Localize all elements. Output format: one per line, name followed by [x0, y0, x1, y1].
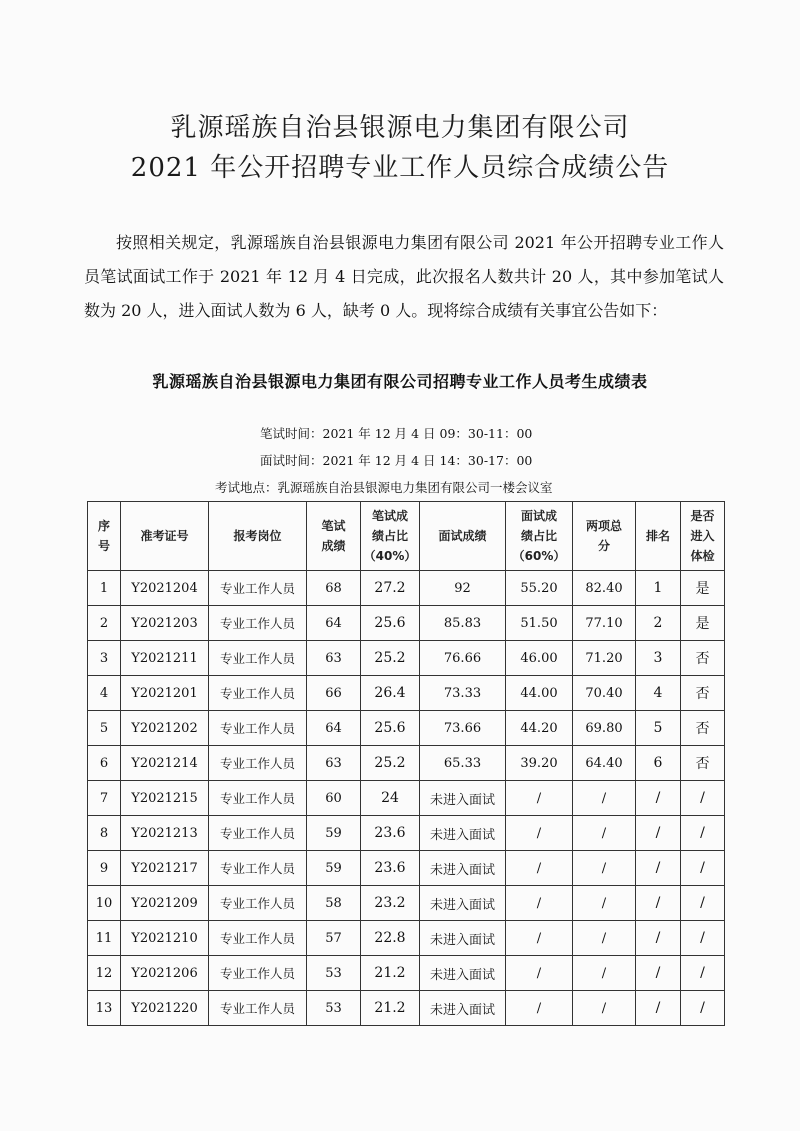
- cell-exam-id: Y2021214: [121, 746, 209, 781]
- cell-written-score: 64: [307, 606, 361, 641]
- cell-rank: /: [636, 781, 681, 816]
- cell-written-score: 68: [307, 571, 361, 606]
- table-body: [88, 571, 725, 1026]
- cell-index: 4: [88, 676, 121, 711]
- table-title: 乳源瑶族自治县银源电力集团有限公司招聘专业工作人员考生成绩表: [152, 372, 648, 391]
- cell-position: 专业工作人员: [209, 746, 307, 781]
- cell-written-score: 63: [307, 641, 361, 676]
- cell-position: 专业工作人员: [209, 676, 307, 711]
- cell-rank: 3: [636, 641, 681, 676]
- cell-written-score: 57: [307, 921, 361, 956]
- score-table: [87, 501, 725, 1026]
- column-header-line: 是否: [690, 509, 715, 523]
- cell-written-weighted: 23.2: [361, 886, 420, 921]
- column-header-line: 面试成绩: [438, 529, 487, 543]
- column-header: [307, 502, 361, 571]
- table-row: [88, 816, 725, 851]
- cell-index: 12: [88, 956, 121, 991]
- column-header: [506, 502, 573, 571]
- column-header-line: 笔试: [321, 519, 346, 533]
- table-row: [88, 641, 725, 676]
- cell-position: 专业工作人员: [209, 571, 307, 606]
- cell-physical-exam: 否: [681, 676, 725, 711]
- column-header-line: 成绩: [321, 539, 346, 553]
- cell-interview-score: 未进入面试: [420, 781, 506, 816]
- cell-interview-weighted: /: [506, 851, 573, 886]
- cell-physical-exam: 是: [681, 606, 725, 641]
- cell-interview-score: 未进入面试: [420, 816, 506, 851]
- table-row: [88, 746, 725, 781]
- cell-written-score: 66: [307, 676, 361, 711]
- cell-interview-weighted: 44.20: [506, 711, 573, 746]
- column-header-line: 绩占比: [371, 529, 408, 543]
- cell-rank: 6: [636, 746, 681, 781]
- column-header: [88, 502, 121, 571]
- interview-time: 面试时间：2021 年 12 月 4 日 14：30-17：00: [260, 453, 533, 468]
- cell-index: 7: [88, 781, 121, 816]
- cell-interview-score: 92: [420, 571, 506, 606]
- table-row: [88, 711, 725, 746]
- cell-total-score: /: [573, 886, 636, 921]
- cell-index: 9: [88, 851, 121, 886]
- page-subtitle: 2021 年公开招聘专业工作人员综合成绩公告: [130, 153, 670, 183]
- column-header-line: 分: [597, 539, 610, 553]
- cell-written-weighted: 26.4: [361, 676, 420, 711]
- cell-index: 8: [88, 816, 121, 851]
- cell-index: 13: [88, 991, 121, 1026]
- cell-index: 5: [88, 711, 121, 746]
- cell-rank: 5: [636, 711, 681, 746]
- cell-rank: /: [636, 991, 681, 1026]
- cell-written-weighted: 27.2: [361, 571, 420, 606]
- column-header-line: 准考证号: [140, 529, 189, 543]
- cell-interview-score: 未进入面试: [420, 921, 506, 956]
- cell-total-score: 70.40: [573, 676, 636, 711]
- cell-interview-score: 未进入面试: [420, 991, 506, 1026]
- cell-position: 专业工作人员: [209, 886, 307, 921]
- cell-physical-exam: 是: [681, 571, 725, 606]
- cell-rank: 2: [636, 606, 681, 641]
- cell-interview-score: 未进入面试: [420, 886, 506, 921]
- table-row: [88, 781, 725, 816]
- cell-interview-weighted: 55.20: [506, 571, 573, 606]
- column-header-line: 号: [97, 539, 110, 553]
- cell-interview-weighted: 51.50: [506, 606, 573, 641]
- cell-exam-id: Y2021201: [121, 676, 209, 711]
- column-header: [681, 502, 725, 571]
- cell-rank: /: [636, 886, 681, 921]
- cell-position: 专业工作人员: [209, 851, 307, 886]
- cell-rank: /: [636, 921, 681, 956]
- written-exam-time: 笔试时间：2021 年 12 月 4 日 09：30-11：00: [260, 426, 533, 441]
- cell-total-score: /: [573, 921, 636, 956]
- cell-index: 3: [88, 641, 121, 676]
- cell-physical-exam: /: [681, 921, 725, 956]
- cell-written-score: 60: [307, 781, 361, 816]
- column-header-line: 两项总: [585, 519, 622, 533]
- cell-physical-exam: /: [681, 781, 725, 816]
- cell-written-score: 64: [307, 711, 361, 746]
- table-row: [88, 851, 725, 886]
- cell-interview-score: 85.83: [420, 606, 506, 641]
- cell-written-weighted: 24: [361, 781, 420, 816]
- cell-total-score: 77.10: [573, 606, 636, 641]
- exam-location: 考试地点：乳源瑶族自治县银源电力集团有限公司一楼会议室: [215, 480, 553, 495]
- cell-exam-id: Y2021209: [121, 886, 209, 921]
- cell-interview-weighted: 46.00: [506, 641, 573, 676]
- column-header: [420, 502, 506, 571]
- cell-physical-exam: /: [681, 956, 725, 991]
- cell-interview-weighted: /: [506, 886, 573, 921]
- cell-index: 2: [88, 606, 121, 641]
- column-header: [209, 502, 307, 571]
- column-header-line: 绩占比: [520, 529, 557, 543]
- cell-position: 专业工作人员: [209, 991, 307, 1026]
- column-header-line: 序: [97, 519, 110, 533]
- cell-physical-exam: 否: [681, 746, 725, 781]
- cell-written-score: 53: [307, 956, 361, 991]
- column-header-line: 排名: [645, 529, 670, 543]
- cell-physical-exam: 否: [681, 641, 725, 676]
- cell-written-weighted: 21.2: [361, 991, 420, 1026]
- column-header: [636, 502, 681, 571]
- cell-written-weighted: 22.8: [361, 921, 420, 956]
- cell-interview-weighted: /: [506, 816, 573, 851]
- column-header: [573, 502, 636, 571]
- cell-physical-exam: /: [681, 851, 725, 886]
- column-header-line: （60%）: [512, 549, 566, 563]
- cell-total-score: /: [573, 851, 636, 886]
- table-row: [88, 956, 725, 991]
- cell-position: 专业工作人员: [209, 641, 307, 676]
- cell-exam-id: Y2021217: [121, 851, 209, 886]
- cell-written-weighted: 25.2: [361, 641, 420, 676]
- cell-interview-score: 76.66: [420, 641, 506, 676]
- cell-total-score: /: [573, 816, 636, 851]
- column-header-line: 体检: [690, 549, 715, 563]
- table-row: [88, 921, 725, 956]
- cell-interview-weighted: /: [506, 921, 573, 956]
- cell-exam-id: Y2021211: [121, 641, 209, 676]
- table-row: [88, 676, 725, 711]
- cell-exam-id: Y2021202: [121, 711, 209, 746]
- cell-total-score: 71.20: [573, 641, 636, 676]
- cell-written-weighted: 25.6: [361, 606, 420, 641]
- cell-physical-exam: /: [681, 816, 725, 851]
- cell-physical-exam: 否: [681, 711, 725, 746]
- cell-index: 11: [88, 921, 121, 956]
- cell-total-score: /: [573, 781, 636, 816]
- cell-interview-score: 73.33: [420, 676, 506, 711]
- table-row: [88, 606, 725, 641]
- cell-total-score: 64.40: [573, 746, 636, 781]
- cell-interview-weighted: /: [506, 956, 573, 991]
- cell-physical-exam: /: [681, 886, 725, 921]
- cell-interview-weighted: 39.20: [506, 746, 573, 781]
- cell-written-weighted: 25.6: [361, 711, 420, 746]
- table-row: [88, 571, 725, 606]
- cell-written-score: 58: [307, 886, 361, 921]
- cell-exam-id: Y2021213: [121, 816, 209, 851]
- cell-index: 6: [88, 746, 121, 781]
- cell-physical-exam: /: [681, 991, 725, 1026]
- column-header-line: 进入: [690, 529, 715, 543]
- cell-interview-score: 未进入面试: [420, 956, 506, 991]
- cell-total-score: 82.40: [573, 571, 636, 606]
- cell-written-score: 59: [307, 816, 361, 851]
- cell-exam-id: Y2021220: [121, 991, 209, 1026]
- page-title: 乳源瑶族自治县银源电力集团有限公司: [170, 113, 630, 143]
- cell-written-score: 53: [307, 991, 361, 1026]
- cell-rank: /: [636, 956, 681, 991]
- cell-interview-score: 65.33: [420, 746, 506, 781]
- cell-exam-id: Y2021204: [121, 571, 209, 606]
- cell-position: 专业工作人员: [209, 711, 307, 746]
- column-header-line: 笔试成: [371, 509, 408, 523]
- cell-interview-weighted: /: [506, 781, 573, 816]
- cell-total-score: /: [573, 991, 636, 1026]
- cell-position: 专业工作人员: [209, 816, 307, 851]
- cell-written-weighted: 25.2: [361, 746, 420, 781]
- table-row: [88, 886, 725, 921]
- cell-exam-id: Y2021206: [121, 956, 209, 991]
- cell-interview-weighted: /: [506, 991, 573, 1026]
- table-header-row: [88, 502, 725, 571]
- cell-rank: 1: [636, 571, 681, 606]
- cell-exam-id: Y2021215: [121, 781, 209, 816]
- cell-exam-id: Y2021203: [121, 606, 209, 641]
- cell-rank: /: [636, 851, 681, 886]
- cell-written-weighted: 21.2: [361, 956, 420, 991]
- cell-exam-id: Y2021210: [121, 921, 209, 956]
- cell-interview-score: 73.66: [420, 711, 506, 746]
- cell-total-score: /: [573, 956, 636, 991]
- cell-total-score: 69.80: [573, 711, 636, 746]
- cell-written-score: 59: [307, 851, 361, 886]
- cell-position: 专业工作人员: [209, 606, 307, 641]
- cell-position: 专业工作人员: [209, 781, 307, 816]
- cell-interview-score: 未进入面试: [420, 851, 506, 886]
- cell-rank: /: [636, 816, 681, 851]
- cell-index: 1: [88, 571, 121, 606]
- column-header-line: （40%）: [363, 549, 417, 563]
- cell-written-score: 63: [307, 746, 361, 781]
- cell-interview-weighted: 44.00: [506, 676, 573, 711]
- cell-written-weighted: 23.6: [361, 851, 420, 886]
- cell-position: 专业工作人员: [209, 956, 307, 991]
- column-header-line: 面试成: [520, 509, 557, 523]
- cell-index: 10: [88, 886, 121, 921]
- cell-written-weighted: 23.6: [361, 816, 420, 851]
- column-header: [121, 502, 209, 571]
- column-header: [361, 502, 420, 571]
- table-row: [88, 991, 725, 1026]
- column-header-line: 报考岗位: [233, 529, 282, 543]
- cell-position: 专业工作人员: [209, 921, 307, 956]
- intro-paragraph: 按照相关规定，乳源瑶族自治县银源电力集团有限公司 2021 年公开招聘专业工作人员笔试面试工作于 2021 年 12 月 4 日完成，此次报名人数共计 20 人，其中参加笔试人数为 20 人，进入面试人数为 6 人，缺考 0 人。现将综合成绩有关事宜公告如下：: [84, 233, 724, 320]
- cell-rank: 4: [636, 676, 681, 711]
